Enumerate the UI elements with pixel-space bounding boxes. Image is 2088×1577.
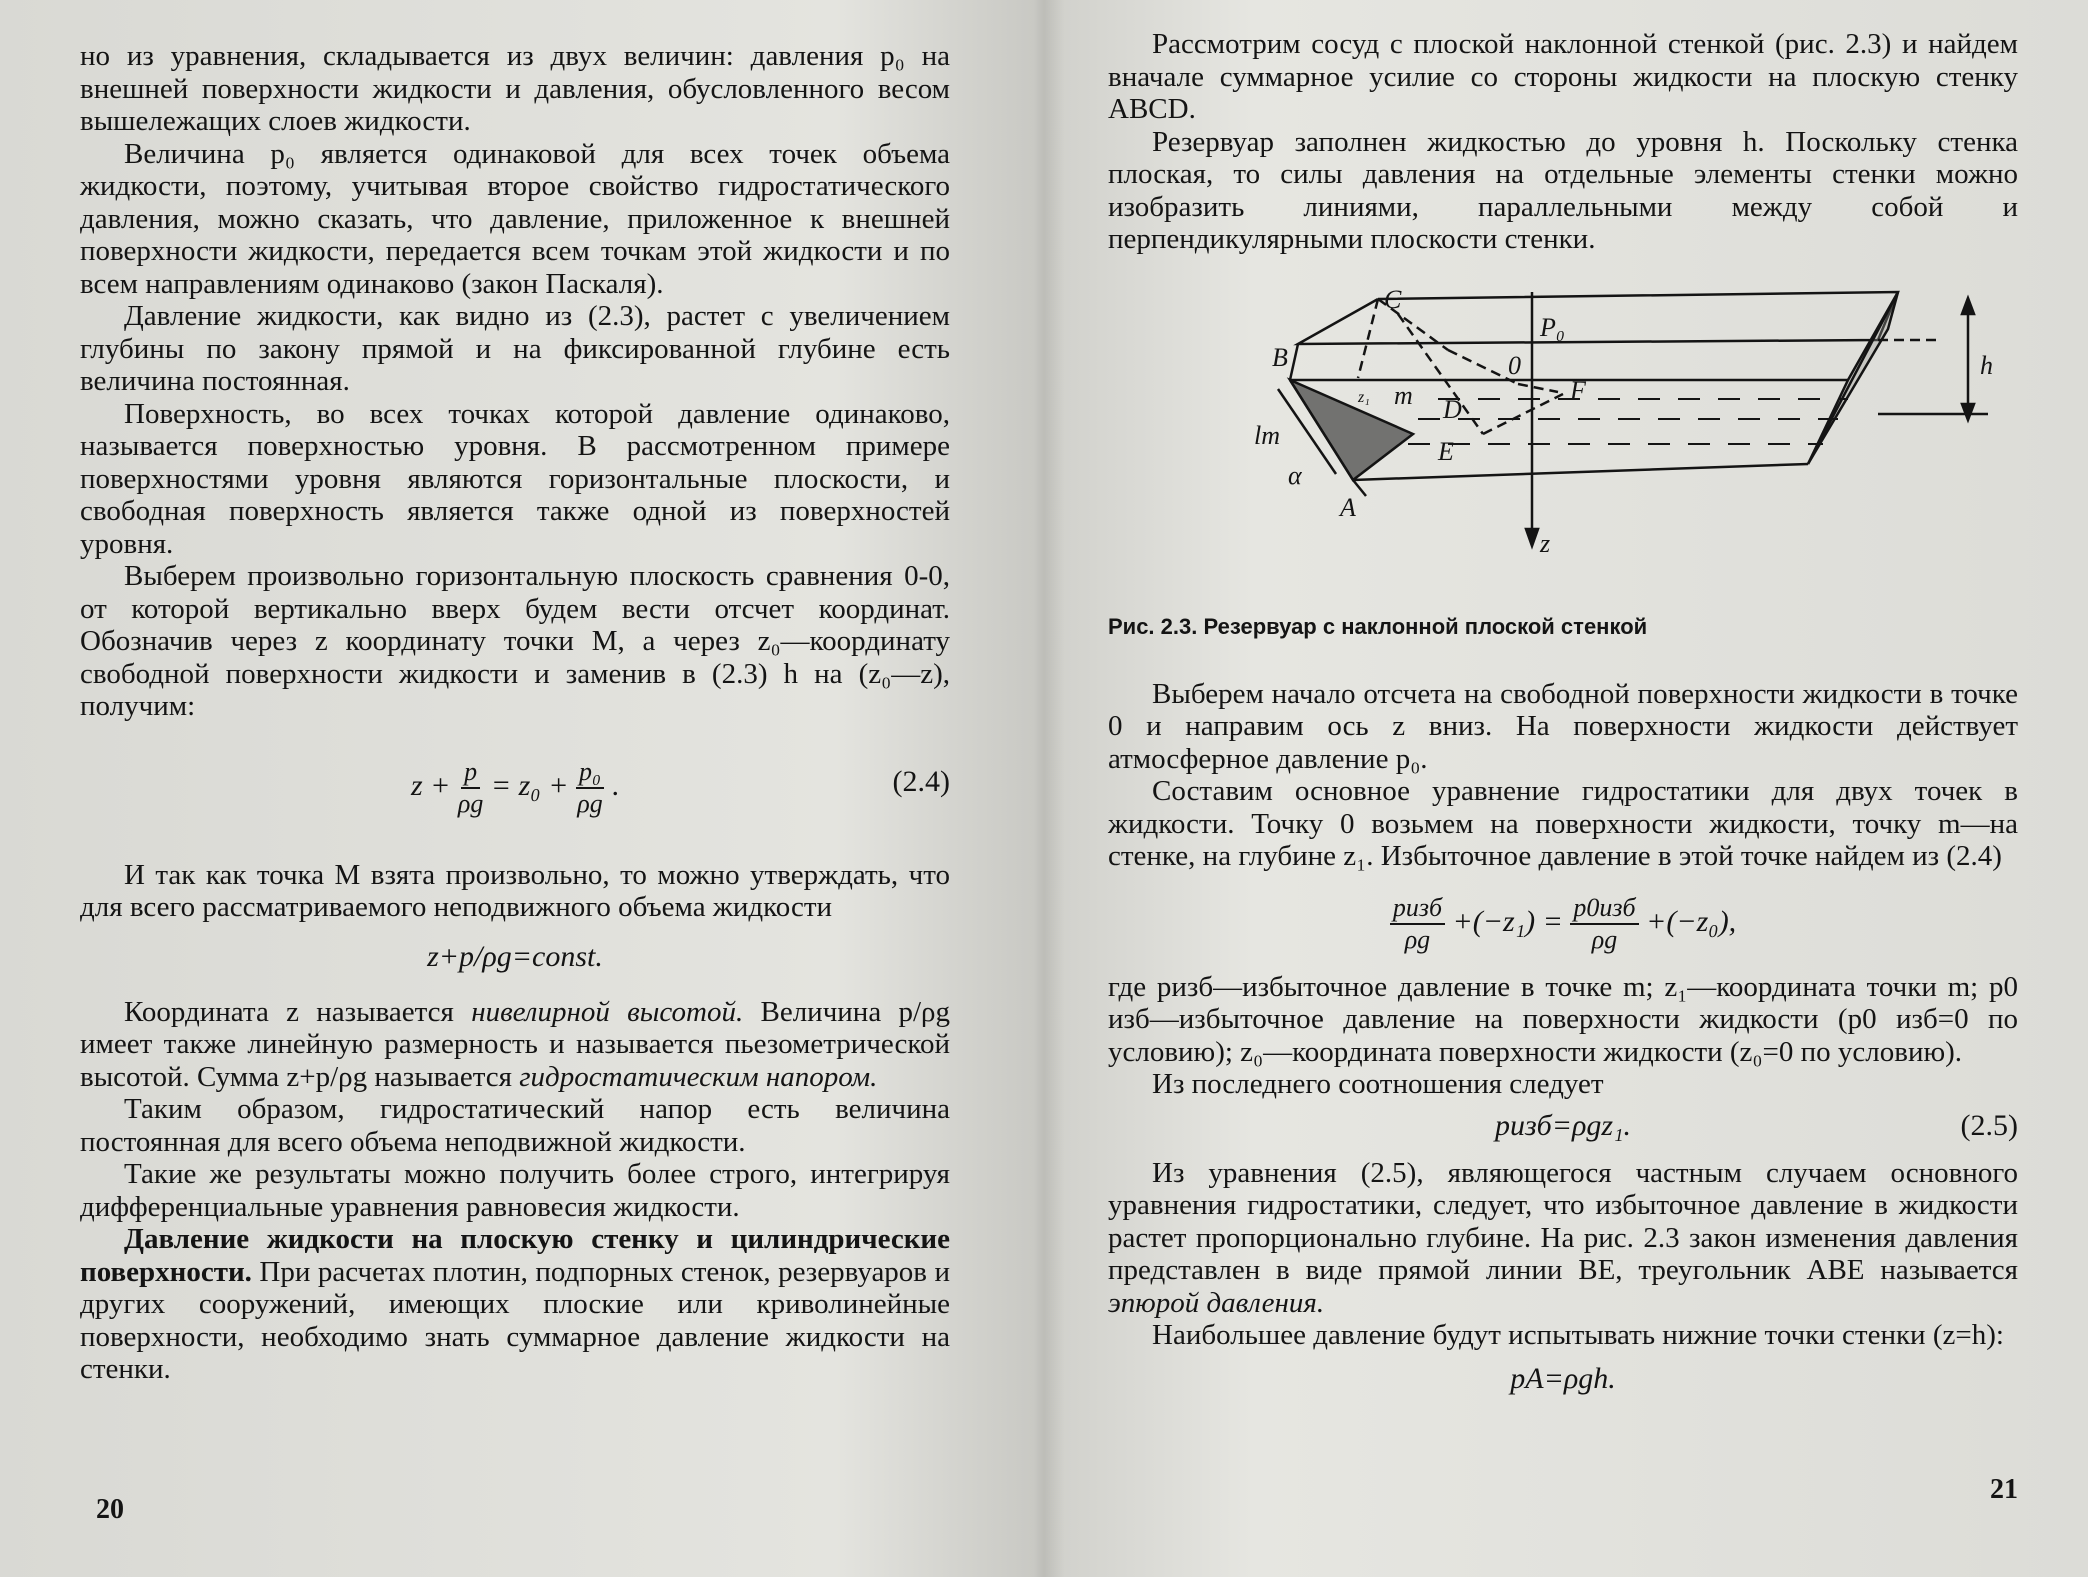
label-p0: P₀ [1540,312,1565,342]
label-F: F [1570,375,1586,405]
label-C: C [1384,284,1402,314]
eq24-end: . [611,768,620,802]
eqizb-frac1 [1390,893,1445,955]
eqizb-frac2-num: p0изб [1570,893,1638,925]
equation-pa: pA=ρgh. [1510,1361,1616,1395]
right-para-8: Наибольшее давление будут испытывать нижние точки стенки (z=h): [1152,1319,2004,1351]
left-para-7 [80,996,950,1094]
figure-2-3 [1108,284,2018,614]
label-h: h [1980,350,1993,380]
eq24-frac2-num: p₀ [576,757,604,789]
label-m: m [1394,380,1413,410]
right-para-7-a: Из уравнения (2.5), являющегося частным случаем основного уравнения гидростатики, следует, что избыточное давление в жидкости растет пропорционально глубине. На рис. 2.3 закон изменения давления представлен в виде прямой линии BE, треугольник ABE называется [1108,1156,2018,1286]
left-para-7-a: Координата z называется [124,995,472,1028]
eq24-frac1 [458,757,483,819]
label-E: E [1438,436,1454,466]
right-para-2: Резервуар заполнен жидкостью до уровня h. Поскольку стенка плоская, то силы давления на отдельные элементы стенки можно изобразить линиями, параллельными между собой и перпендикулярными плоскости стенки. [1108,125,2018,255]
eqizb-frac2-den: ρg [1591,924,1618,954]
right-para-5: где pизб—избыточное давление в точке m; z₁—координата точки m; p0 изб—избыточное давление на поверхности жидкости (p0 изб=0 по условию); z₀—координата поверхности жидкости (z₀=0 по условию). [1108,970,2018,1068]
reservoir-diagram [1108,284,2018,614]
left-para-10 [80,1223,950,1386]
label-O: 0 [1508,350,1521,380]
right-para-1: Рассмотрим сосуд с плоской наклонной стенкой (рис. 2.3) и найдем вначале суммарное усилие со стороны жидкости на плоскую стенку ABCD. [1108,28,2018,125]
label-z1: z₁ [1358,388,1370,406]
eq24-lhs: z + [410,768,451,802]
eq24-frac2-den: ρg [577,788,603,818]
right-page [1040,0,2088,1577]
eqizb-frac1-den: ρg [1404,924,1431,954]
term-nivelir: нивелирной высотой. [471,995,744,1028]
label-z: z [1540,528,1551,558]
term-napor: гидростатическим напором. [519,1060,878,1093]
eq24-number: (2.4) [892,764,950,798]
eqizb-end: +(−z₀), [1646,904,1737,938]
page-number-right: 21 [1990,1474,2018,1505]
eq25-text: pизб=ρgz₁. [1494,1108,1632,1142]
section-heading: Давление жидкости на плоскую стенку и цилиндрические поверхности. [80,1223,950,1288]
left-para-6: И так как точка M взята произвольно, то можно утверждать, что для всего рассматриваемого неподвижного объема жидкости [80,858,950,923]
eqizb-mid: +(−z₁) = [1452,904,1563,938]
left-para-5: Выберем произвольно горизонтальную плоскость сравнения 0-0, от которой вертикально вверх будем вести отсчет координат. Обозначив через z координату точки M, а через z₀—координату свободной поверхности жидкости и заменив в (2.3) h на (z₀—z), получим: [80,560,950,722]
page-number-left: 20 [96,1494,124,1525]
left-para-9: Такие же результаты можно получить более строго, интегрируя дифференциальные уравнения равновесия жидкости. [80,1158,950,1223]
term-epyura: эпюрой давления. [1108,1286,1325,1319]
left-para-8: Таким образом, гидростатический напор есть величина постоянная для всего объема неподвижной жидкости. [80,1093,950,1158]
label-lm: lm [1254,420,1280,450]
equation-2-5 [1108,1109,2018,1143]
right-para-7 [1108,1157,2018,1320]
left-page [0,0,1040,1577]
left-para-10-body: При расчетах плотин, подпорных стенок, резервуаров и других сооружений, имеющих плоские или криволинейные поверхности, необходимо знать суммарное давление жидкости на стенки. [80,1255,950,1385]
left-para-3: Давление жидкости, как видно из (2.3), растет с увеличением глубины по закону прямой и на фиксированной глубине есть величина постоянная. [80,300,950,397]
label-B: B [1272,342,1288,372]
label-alpha: α [1288,460,1302,490]
left-para-1: но из уравнения, складывается из двух величин: давления p₀ на внешней поверхности жидкости и давления, обусловленного весом вышележащих слоев жидкости. [80,40,950,137]
eq25-number: (2.5) [1960,1108,2018,1142]
eq24-frac1-den: ρg [457,788,484,818]
left-para-7-b: Величина p/ρg имеет также линейную размерность и называется пьезометрической высотой. Сумма z+p/ρg называется [80,995,951,1093]
right-para-4: Составим основное уравнение гидростатики для двух точек в жидкости. Точку 0 возьмем на поверхности жидкости, точку m—на стенке, на глубине z₁. Избыточное давление в этой точке найдем из (2.4) [1108,775,2018,872]
eq24-frac1-num: p [461,757,480,789]
eq24-mid: = z₀ + [490,768,569,802]
figure-caption: Рис. 2.3. Резервуар с наклонной плоской стенкой [1108,613,1648,639]
left-para-2: Величина p₀ является одинаковой для всех точек объема жидкости, поэтому, учитывая второе свойство гидростатического давления, можно сказать, что давление, приложенное к внешней поверхности жидкости, передается всем точкам этой жидкости и по всем направлениям одинаково (закон Паскаля). [80,137,950,300]
eqizb-frac1-num: pизб [1390,893,1445,925]
equation-izb [1108,893,2018,955]
equation-2-4 [80,757,950,819]
label-D: D [1443,394,1462,424]
label-A: A [1340,492,1356,522]
equation-const: z+p/ρg=const. [427,939,603,973]
eqizb-frac2 [1570,893,1638,955]
right-para-3: Выберем начало отсчета на свободной поверхности жидкости в точке 0 и направим ось z вниз. На поверхности жидкости действует атмосферное давление p₀. [1108,677,2018,775]
right-para-6: Из последнего соотношения следует [1152,1068,1604,1100]
left-para-4: Поверхность, во всех точках которой давление одинаково, называется поверхностью уровня. В рассмотренном примере поверхностями уровня являются горизонтальные плоскости, и свободная поверхность является также одной из поверхностей уровня. [80,397,950,560]
eq24-frac2 [576,757,604,819]
